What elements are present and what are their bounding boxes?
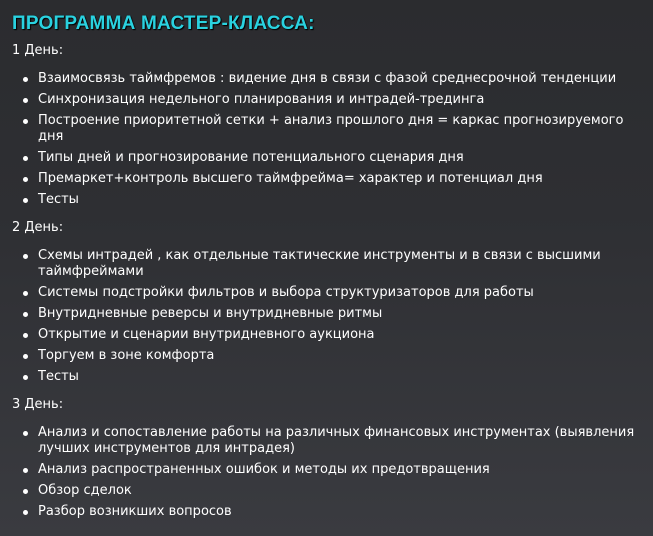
list-item: [12, 192, 641, 208]
list-item: [12, 171, 641, 187]
list-item-text: Тесты: [38, 192, 79, 207]
day-2-label: 2 День:: [12, 220, 64, 235]
list-item: [12, 248, 641, 280]
list-item: [12, 306, 641, 322]
day-3-label: 3 День:: [12, 397, 64, 412]
list-item: [12, 462, 641, 478]
list-item-text: Анализ и сопоставление работы на различных финансовых инструментах (выявления лучших инструментов для интрадея): [38, 425, 635, 456]
list-item: [12, 71, 641, 87]
list-item: [12, 150, 641, 166]
list-item: [12, 348, 641, 364]
bullet-icon: [23, 177, 28, 182]
list-item-text: Взаимосвязь таймфремов : видение дня в связи с фазой среднесрочной тенденции: [38, 71, 617, 86]
list-item-text: Анализ распространенных ошибок и методы их предотвращения: [38, 462, 490, 477]
day-1-section: [12, 43, 641, 208]
day-2-section: [12, 220, 641, 385]
bullet-icon: [23, 291, 28, 296]
bullet-icon: [23, 156, 28, 161]
list-item: [12, 92, 641, 108]
bullet-icon: [23, 119, 28, 124]
list-item-text: Типы дней и прогнозирование потенциального сценария дня: [38, 150, 464, 165]
list-item-text: Схемы интрадей , как отдельные тактические инструменты и в связи с высшими таймфреймами: [38, 248, 601, 279]
list-item: [12, 285, 641, 301]
bullet-icon: [23, 98, 28, 103]
list-item: [12, 483, 641, 499]
program-title: ПРОГРАММА МАСТЕР-КЛАССА:: [12, 13, 315, 34]
list-item: [12, 113, 641, 145]
day-1-label: 1 День:: [12, 43, 64, 58]
bullet-icon: [23, 333, 28, 338]
day-1-list: [12, 71, 641, 208]
list-item-text: Открытие и сценарии внутридневного аукциона: [38, 327, 375, 342]
list-item: [12, 504, 641, 520]
list-item-text: Обзор сделок: [38, 483, 132, 498]
day-2-list: [12, 248, 641, 385]
list-item: [12, 369, 641, 385]
list-item: [12, 425, 641, 457]
day-3-section: [12, 397, 641, 520]
bullet-icon: [23, 198, 28, 203]
bullet-icon: [23, 468, 28, 473]
list-item: [12, 327, 641, 343]
list-item-text: Разбор возникших вопросов: [38, 504, 232, 519]
list-item-text: Премаркет+контроль высшего таймфрейма= характер и потенциал дня: [38, 171, 543, 186]
bullet-icon: [23, 431, 28, 436]
list-item-text: Тесты: [38, 369, 79, 384]
list-item-text: Синхронизация недельного планирования и интрадей-трединга: [38, 92, 485, 107]
bullet-icon: [23, 489, 28, 494]
list-item-text: Внутридневные реверсы и внутридневные ритмы: [38, 306, 383, 321]
bullet-icon: [23, 312, 28, 317]
bullet-icon: [23, 254, 28, 259]
bullet-icon: [23, 77, 28, 82]
day-3-list: [12, 425, 641, 520]
list-item-text: Торгуем в зоне комфорта: [38, 348, 215, 363]
bullet-icon: [23, 375, 28, 380]
list-item-text: Системы подстройки фильтров и выбора структуризаторов для работы: [38, 285, 534, 300]
list-item-text: Построение приоритетной сетки + анализ прошлого дня = каркас прогнозируемого дня: [38, 113, 624, 144]
bullet-icon: [23, 354, 28, 359]
bullet-icon: [23, 510, 28, 515]
